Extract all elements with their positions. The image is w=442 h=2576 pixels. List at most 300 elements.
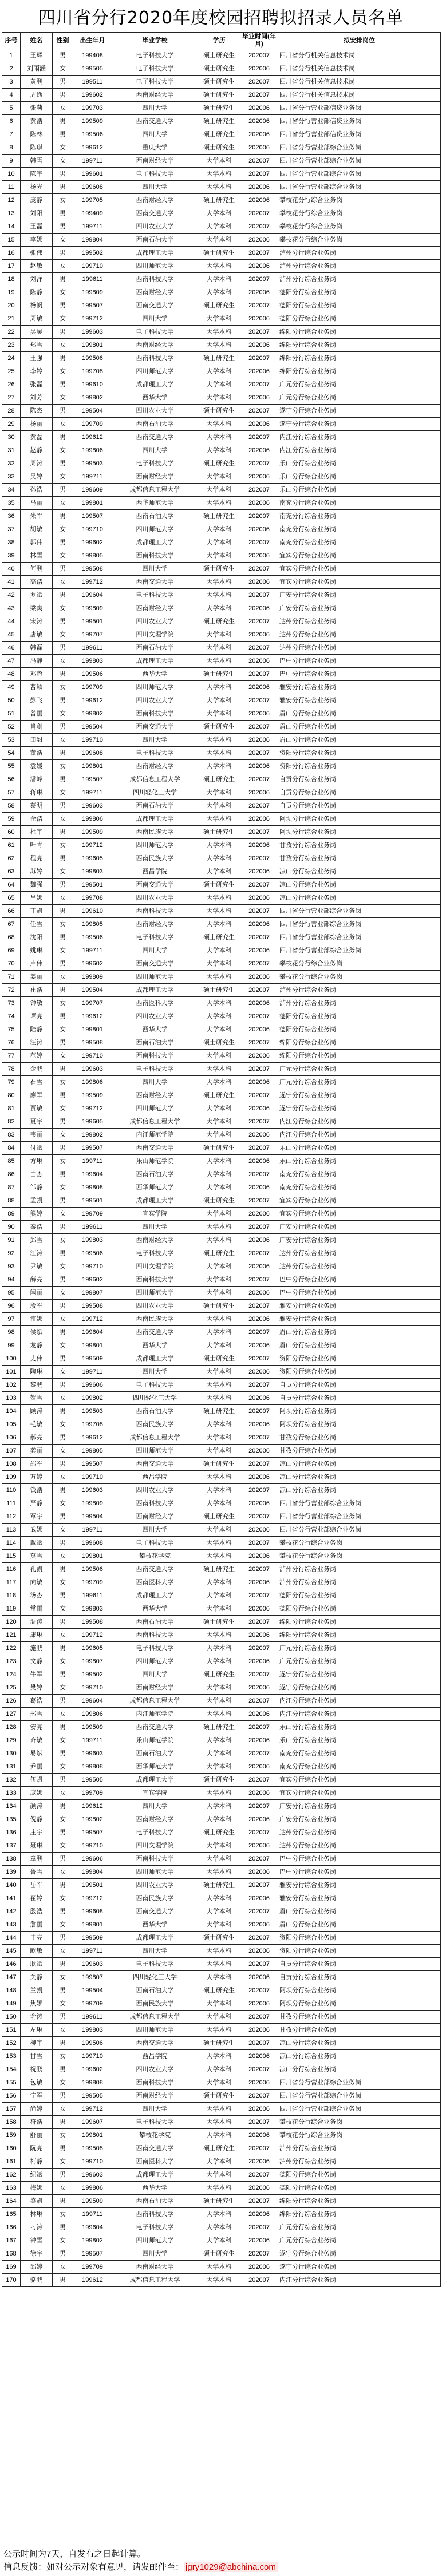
table-row <box>2 497 441 510</box>
table-cell: 四川师范大学 <box>112 1102 198 1115</box>
table-cell: 西南交通大学 <box>112 721 198 734</box>
table-cell: 骆鹏 <box>21 2274 53 2287</box>
table-cell: 大学本科 <box>198 1576 240 1589</box>
table-row <box>2 207 441 220</box>
table-row <box>2 1313 441 1326</box>
table-cell: 男 <box>53 1589 73 1602</box>
table-cell: 199711 <box>73 1524 112 1537</box>
table-cell: 女 <box>53 141 73 155</box>
table-cell: 齐敏 <box>21 1734 53 1747</box>
table-row <box>2 181 441 194</box>
table-cell: 202007 <box>240 773 278 786</box>
table-cell: 伍凯 <box>21 1774 53 1787</box>
table-cell: 女 <box>53 1655 73 1668</box>
table-row <box>2 1563 441 1576</box>
table-row <box>2 839 441 852</box>
table-cell: 147 <box>2 1971 21 1984</box>
table-cell: 202007 <box>240 431 278 444</box>
table-cell: 女 <box>53 918 73 931</box>
table-cell: 遂宁分行综合业务岗 <box>278 1668 441 1681</box>
table-cell: 202006 <box>240 1050 278 1063</box>
table-cell: 202007 <box>240 299 278 312</box>
table-cell: 凉山分行综合业务岗 <box>278 892 441 905</box>
table-cell: 大学本科 <box>198 2103 240 2116</box>
table-row <box>2 1405 441 1418</box>
table-cell: 西南交通大学 <box>112 879 198 892</box>
table-cell: 梁爽 <box>21 602 53 615</box>
table-cell: 四川农业大学 <box>112 1010 198 1023</box>
table-row <box>2 220 441 234</box>
table-cell: 30 <box>2 431 21 444</box>
table-cell: 164 <box>2 2195 21 2208</box>
table-cell: 116 <box>2 1563 21 1576</box>
table-cell: 202007 <box>240 2274 278 2287</box>
table-cell: 包敏 <box>21 2076 53 2090</box>
table-cell: 曹颖 <box>21 681 53 694</box>
table-cell: 西南石油大学 <box>112 800 198 813</box>
table-cell: 男 <box>53 2195 73 2208</box>
table-cell: 女 <box>53 1866 73 1879</box>
table-cell: 男 <box>53 2011 73 2024</box>
table-cell: 64 <box>2 879 21 892</box>
table-cell: 94 <box>2 1273 21 1287</box>
table-cell: 电子科技大学 <box>112 1826 198 1839</box>
table-cell: 202006 <box>240 892 278 905</box>
table-cell: 199603 <box>73 800 112 813</box>
table-cell: 自贡分行综合业务岗 <box>278 1392 441 1405</box>
table-row <box>2 1168 441 1181</box>
table-cell: 199508 <box>73 2142 112 2155</box>
table-cell: 10 <box>2 168 21 181</box>
table-cell: 广元分行综合业务岗 <box>278 1063 441 1076</box>
table-cell: 28 <box>2 405 21 418</box>
table-cell: 女 <box>53 1418 73 1431</box>
table-row <box>2 299 441 312</box>
table-cell: 大学本科 <box>198 1695 240 1708</box>
table-cell: 德阳分行综合业务岗 <box>278 2182 441 2195</box>
table-cell: 四川师范大学 <box>112 971 198 984</box>
table-cell: 202007 <box>240 2063 278 2076</box>
table-cell: 202007 <box>240 879 278 892</box>
table-cell: 遂宁分行综合业务岗 <box>278 1089 441 1102</box>
table-cell: 199608 <box>73 747 112 760</box>
table-cell: 男 <box>53 247 73 260</box>
table-cell: 女 <box>53 1339 73 1352</box>
table-cell: 88 <box>2 1194 21 1208</box>
table-cell: 202007 <box>240 1563 278 1576</box>
table-cell: 雷娜 <box>21 1313 53 1326</box>
table-cell: 颜涛 <box>21 1800 53 1813</box>
table-cell: 付斌 <box>21 1142 53 1155</box>
table-cell: 欧敏 <box>21 1945 53 1958</box>
table-cell: 144 <box>2 1932 21 1945</box>
table-cell: 大学本科 <box>198 470 240 484</box>
table-cell: 199803 <box>73 1602 112 1616</box>
table-cell: 钟雪 <box>21 2234 53 2247</box>
table-cell: 唐敏 <box>21 628 53 642</box>
table-cell: 电子科技大学 <box>112 1379 198 1392</box>
table-cell: 徐宇 <box>21 2247 53 2261</box>
table-cell: 大学本科 <box>198 418 240 431</box>
table-row <box>2 1892 441 1905</box>
table-cell: 四川大学 <box>112 734 198 747</box>
table-cell: 17 <box>2 260 21 273</box>
table-cell: 199612 <box>73 2274 112 2287</box>
table-cell: 电子科技大学 <box>112 747 198 760</box>
table-cell: 向敏 <box>21 1576 53 1589</box>
table-cell: 81 <box>2 1102 21 1115</box>
table-cell: 熊婷 <box>21 1208 53 1221</box>
table-cell: 202007 <box>240 1168 278 1181</box>
table-cell: 西昌学院 <box>112 1471 198 1484</box>
table-cell: 大学本科 <box>198 536 240 549</box>
table-cell: 陈宇 <box>21 168 53 181</box>
table-cell: 女 <box>53 786 73 800</box>
table-cell: 大学本科 <box>198 2169 240 2182</box>
table-cell: 绵阳分行综合业务岗 <box>278 339 441 352</box>
table-cell: 202006 <box>240 2155 278 2169</box>
table-cell: 199507 <box>73 299 112 312</box>
table-cell: 142 <box>2 1905 21 1918</box>
table-cell: 199502 <box>73 247 112 260</box>
table-cell: 尹敏 <box>21 1260 53 1273</box>
table-cell: 大学本科 <box>198 1550 240 1563</box>
table-cell: 202007 <box>240 1537 278 1550</box>
table-cell: 男 <box>53 747 73 760</box>
table-cell: 160 <box>2 2142 21 2155</box>
table-row <box>2 707 441 721</box>
candidate-table <box>2 32 441 2287</box>
table-cell: 202006 <box>240 1839 278 1853</box>
table-cell: 西南石油大学 <box>112 1405 198 1418</box>
table-cell: 男 <box>53 1932 73 1945</box>
table-cell: 男 <box>53 49 73 62</box>
table-cell: 男 <box>53 615 73 628</box>
table-cell: 152 <box>2 2037 21 2050</box>
table-cell: 夏宇 <box>21 1115 53 1129</box>
table-cell: 199608 <box>73 1905 112 1918</box>
table-cell: 202006 <box>240 1155 278 1168</box>
table-cell: 114 <box>2 1537 21 1550</box>
table-cell: 金鹏 <box>21 1063 53 1076</box>
table-cell: 硕士研究生 <box>198 247 240 260</box>
table-cell: 202006 <box>240 1629 278 1642</box>
table-cell: 四川大学 <box>112 2247 198 2261</box>
table-cell: 大学本科 <box>198 1392 240 1405</box>
table-cell: 硕士研究生 <box>198 879 240 892</box>
table-cell: 男 <box>53 1458 73 1471</box>
table-cell: 199504 <box>73 1984 112 1997</box>
table-cell: 199511 <box>73 76 112 89</box>
table-cell: 57 <box>2 786 21 800</box>
table-cell: 黎鹏 <box>21 1379 53 1392</box>
table-cell: 西南财经大学 <box>112 2090 198 2103</box>
table-cell: 199612 <box>73 431 112 444</box>
table-cell: 男 <box>53 800 73 813</box>
table-cell: 孔凯 <box>21 1563 53 1576</box>
table-cell: 202007 <box>240 1063 278 1076</box>
table-cell: 2 <box>2 62 21 76</box>
table-cell: 26 <box>2 378 21 391</box>
table-cell: 202006 <box>240 286 278 299</box>
table-cell: 199508 <box>73 1616 112 1629</box>
table-cell: 202006 <box>240 760 278 773</box>
table-cell: 内江分行综合业务岗 <box>278 1115 441 1129</box>
table-cell: 女 <box>53 2182 73 2195</box>
table-cell: 41 <box>2 576 21 589</box>
table-cell: 大学本科 <box>198 1326 240 1339</box>
table-cell: 128 <box>2 1721 21 1734</box>
table-row <box>2 2182 441 2195</box>
table-cell: 硕士研究生 <box>198 2195 240 2208</box>
table-cell: 大学本科 <box>198 2063 240 2076</box>
table-cell: 董浩 <box>21 747 53 760</box>
table-cell: 202007 <box>240 1194 278 1208</box>
table-cell: 大学本科 <box>198 326 240 339</box>
table-cell: 199801 <box>73 1550 112 1563</box>
table-cell: 199507 <box>73 1142 112 1155</box>
table-cell: 硕士研究生 <box>198 563 240 576</box>
table-cell: 西南财经大学 <box>112 155 198 168</box>
table-row <box>2 628 441 642</box>
table-cell: 西南交通大学 <box>112 299 198 312</box>
table-cell: 22 <box>2 326 21 339</box>
table-cell: 18 <box>2 273 21 286</box>
table-cell: 男 <box>53 1616 73 1629</box>
table-cell: 女 <box>53 1287 73 1300</box>
table-row <box>2 1629 441 1642</box>
table-row <box>2 892 441 905</box>
table-cell: 199506 <box>73 128 112 141</box>
table-cell: 电子科技大学 <box>112 1642 198 1655</box>
table-row <box>2 247 441 260</box>
table-cell: 199808 <box>73 1181 112 1194</box>
table-cell: 大学本科 <box>198 2155 240 2169</box>
table-cell: 202006 <box>240 918 278 931</box>
table-cell: 四川省分行营业部综合业务岗 <box>278 1497 441 1510</box>
table-cell: 四川省分行营业部综合业务岗 <box>278 931 441 944</box>
table-cell: 硕士研究生 <box>198 1774 240 1787</box>
table-cell: 乐山师范学院 <box>112 1734 198 1747</box>
table-cell: 四川省分行营业部综合业务岗 <box>278 168 441 181</box>
table-cell: 达州分行综合业务岗 <box>278 1826 441 1839</box>
feedback-email[interactable]: jgry1029@abchina.com <box>184 2562 278 2572</box>
table-cell: 202007 <box>240 352 278 365</box>
table-cell: 199712 <box>73 1892 112 1905</box>
table-cell: 眉山分行综合业务岗 <box>278 1326 441 1339</box>
table-cell: 大学本科 <box>198 1945 240 1958</box>
table-cell: 阿坝分行综合业务岗 <box>278 1984 441 1997</box>
table-cell: 202006 <box>240 1918 278 1932</box>
table-cell: 79 <box>2 1076 21 1089</box>
table-cell: 73 <box>2 997 21 1010</box>
table-cell: 大学本科 <box>198 2234 240 2247</box>
table-cell: 韩雪 <box>21 155 53 168</box>
table-cell: 魏强 <box>21 879 53 892</box>
table-cell: 男 <box>53 1853 73 1866</box>
table-cell: 电子科技大学 <box>112 49 198 62</box>
table-cell: 199712 <box>73 576 112 589</box>
table-cell: 谭亮 <box>21 1010 53 1023</box>
table-cell: 202006 <box>240 1760 278 1774</box>
table-cell: 四川省分行机关信息技术岗 <box>278 62 441 76</box>
table-cell: 女 <box>53 497 73 510</box>
table-cell: 男 <box>53 326 73 339</box>
table-cell: 牛军 <box>21 1668 53 1681</box>
table-cell: 西南民族大学 <box>112 1313 198 1326</box>
table-cell: 女 <box>53 1155 73 1168</box>
table-cell: 199712 <box>73 839 112 852</box>
table-cell: 万婷 <box>21 1471 53 1484</box>
table-cell: 广安分行综合业务岗 <box>278 1813 441 1826</box>
table-cell: 大学本科 <box>198 1839 240 1853</box>
table-cell: 202006 <box>240 1208 278 1221</box>
table-cell: 105 <box>2 1418 21 1431</box>
table-cell: 德阳分行综合业务岗 <box>278 1602 441 1616</box>
table-cell: 202007 <box>240 1616 278 1629</box>
table-cell: 南充分行综合业务岗 <box>278 510 441 523</box>
table-cell: 202006 <box>240 2208 278 2221</box>
table-cell: 邹静 <box>21 1181 53 1194</box>
table-cell: 199809 <box>73 286 112 299</box>
table-cell: 宜宾分行综合业务岗 <box>278 563 441 576</box>
table-cell: 女 <box>53 1050 73 1063</box>
table-cell: 西华大学 <box>112 1023 198 1036</box>
table-cell: 吴婷 <box>21 470 53 484</box>
table-cell: 202006 <box>240 1866 278 1879</box>
table-cell: 男 <box>53 352 73 365</box>
table-cell: 宜宾分行综合业务岗 <box>278 1194 441 1208</box>
table-cell: 202007 <box>240 747 278 760</box>
table-cell: 孟凯 <box>21 1194 53 1208</box>
table-cell: 大学本科 <box>198 839 240 852</box>
table-cell: 眉山分行综合业务岗 <box>278 1918 441 1932</box>
table-cell: 四川省分行机关信息技术岗 <box>278 49 441 62</box>
table-cell: 西南科技大学 <box>112 352 198 365</box>
table-cell: 攀枝花分行综合业务岗 <box>278 220 441 234</box>
table-cell: 202007 <box>240 1089 278 1102</box>
table-cell: 202006 <box>240 181 278 194</box>
table-cell: 199505 <box>73 2090 112 2103</box>
table-cell: 199601 <box>73 168 112 181</box>
table-cell: 西南交通大学 <box>112 115 198 128</box>
table-cell: 硕士研究生 <box>198 1984 240 1997</box>
table-cell: 绵阳分行综合业务岗 <box>278 2195 441 2208</box>
table-cell: 60 <box>2 826 21 839</box>
table-cell: 199604 <box>73 2221 112 2234</box>
table-cell: 大学本科 <box>198 1339 240 1352</box>
table-cell: 资阳分行综合业务岗 <box>278 1352 441 1366</box>
table-cell: 张磊 <box>21 378 53 391</box>
table-cell: 绵阳分行综合业务岗 <box>278 1036 441 1050</box>
table-cell: 岳军 <box>21 1879 53 1892</box>
table-cell: 大学本科 <box>198 1168 240 1181</box>
table-cell: 59 <box>2 813 21 826</box>
table-cell: 硕士研究生 <box>198 1352 240 1366</box>
table-cell: 167 <box>2 2234 21 2247</box>
table-cell: 199802 <box>73 1392 112 1405</box>
table-cell: 199603 <box>73 1063 112 1076</box>
table-cell: 西南石油大学 <box>112 1036 198 1050</box>
table-cell: 绵阳分行综合业务岗 <box>278 1629 441 1642</box>
header-cell: 序号 <box>2 33 21 49</box>
table-cell: 91 <box>2 1234 21 1247</box>
table-row <box>2 1418 441 1431</box>
table-cell: 202007 <box>240 2090 278 2103</box>
table-row <box>2 1602 441 1616</box>
table-cell: 成都理工大学 <box>112 1774 198 1787</box>
table-cell: 199711 <box>73 2208 112 2221</box>
table-row <box>2 326 441 339</box>
table-cell: 202006 <box>240 365 278 378</box>
table-cell: 男 <box>53 484 73 497</box>
table-cell: 大学本科 <box>198 1497 240 1510</box>
table-cell: 阿坝分行综合业务岗 <box>278 1418 441 1431</box>
table-row <box>2 1129 441 1142</box>
table-cell: 199711 <box>73 1366 112 1379</box>
table-cell: 199509 <box>73 1089 112 1102</box>
table-cell: 125 <box>2 1681 21 1695</box>
table-cell: 199805 <box>73 918 112 931</box>
table-cell: 199506 <box>73 931 112 944</box>
table-cell: 202007 <box>240 1853 278 1866</box>
table-cell: 202007 <box>240 2169 278 2182</box>
table-cell: 大学本科 <box>198 1602 240 1616</box>
table-cell: 23 <box>2 339 21 352</box>
table-cell: 39 <box>2 549 21 563</box>
table-cell: 大学本科 <box>198 2221 240 2234</box>
table-cell: 泸州分行综合业务岗 <box>278 2155 441 2169</box>
table-cell: 35 <box>2 497 21 510</box>
table-cell: 大学本科 <box>198 273 240 286</box>
table-cell: 122 <box>2 1642 21 1655</box>
table-cell: 199709 <box>73 1787 112 1800</box>
table-row <box>2 2274 441 2287</box>
table-cell: 大学本科 <box>198 2274 240 2287</box>
table-cell: 硕士研究生 <box>198 1616 240 1629</box>
table-row <box>2 549 441 563</box>
table-cell: 林琳 <box>21 2208 53 2221</box>
table-cell: 电子科技大学 <box>112 168 198 181</box>
table-cell: 199611 <box>73 1221 112 1234</box>
table-row <box>2 2221 441 2234</box>
table-cell: 女 <box>53 391 73 405</box>
table-cell: 龚丽 <box>21 1445 53 1458</box>
table-cell: 女 <box>53 813 73 826</box>
table-cell: 7 <box>2 128 21 141</box>
table-cell: 甘孜分行综合业务岗 <box>278 1431 441 1445</box>
table-row <box>2 1853 441 1866</box>
table-row <box>2 2024 441 2037</box>
table-cell: 电子科技大学 <box>112 931 198 944</box>
table-cell: 140 <box>2 1879 21 1892</box>
table-cell: 攀枝花分行综合业务岗 <box>278 1537 441 1550</box>
table-cell: 199509 <box>73 115 112 128</box>
table-cell: 大学本科 <box>198 1747 240 1760</box>
table-row <box>2 747 441 760</box>
table-cell: 女 <box>53 2129 73 2142</box>
table-cell: 大学本科 <box>198 1129 240 1142</box>
table-row <box>2 1484 441 1497</box>
table-cell: 姜丽 <box>21 971 53 984</box>
table-row <box>2 1879 441 1892</box>
table-cell: 202007 <box>240 326 278 339</box>
table-row <box>2 1115 441 1129</box>
table-cell: 130 <box>2 1747 21 1760</box>
table-cell: 199711 <box>73 786 112 800</box>
table-row <box>2 1221 441 1234</box>
table-cell: 53 <box>2 734 21 747</box>
